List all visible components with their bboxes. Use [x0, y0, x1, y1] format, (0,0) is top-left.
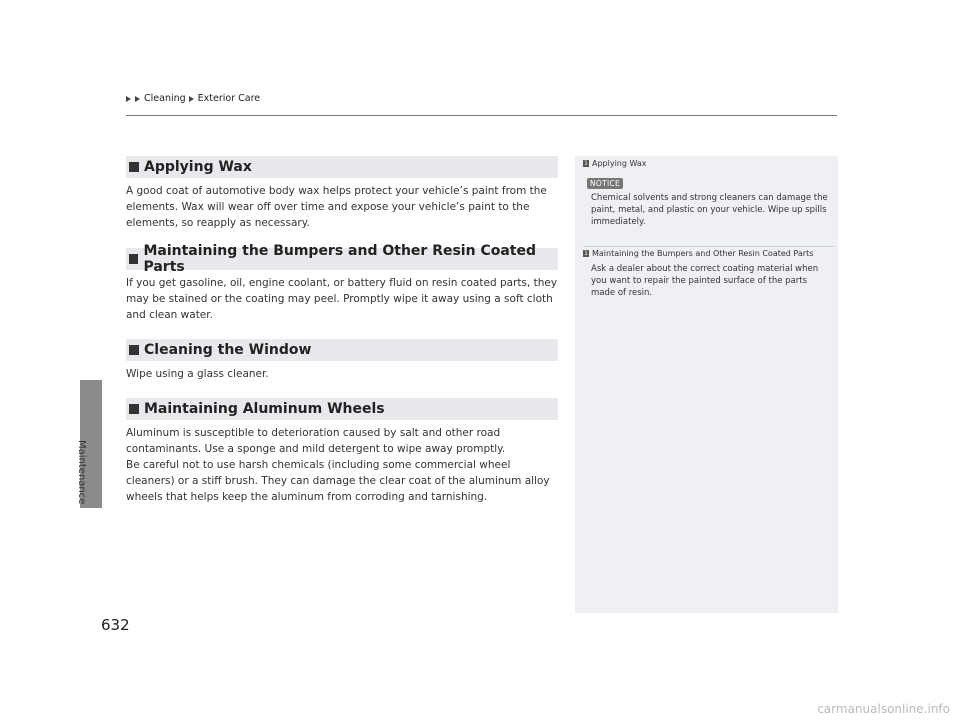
- section-body-continued: Be careful not to use harsh chemicals (including some commercial wheel cleaners) or a stiff brush. They can damage the clear coat of the aluminum alloy wheels that helps keep the aluminum from corroding and tarnishing.: [126, 459, 550, 503]
- note-title: Applying Wax: [592, 159, 647, 168]
- section-body: A good coat of automotive body wax helps protect your vehicle’s paint from the elements. Wax will wear off over time and expose your vehicle’s paint to the elements, so reapply as necessary.: [126, 185, 547, 229]
- breadcrumb: [126, 93, 260, 104]
- square-bullet-icon: [129, 162, 139, 172]
- arrow-icon: [189, 96, 194, 102]
- note-icon: 1: [584, 250, 588, 257]
- note-divider: [583, 246, 835, 247]
- page-number: 632: [101, 616, 130, 634]
- note-bumpers: [583, 249, 833, 299]
- section-title: Cleaning the Window: [144, 342, 312, 358]
- arrow-icon: [135, 96, 140, 102]
- note-title: Maintaining the Bumpers and Other Resin Coated Parts: [592, 249, 814, 258]
- section-body: Aluminum is susceptible to deterioration caused by salt and other road contaminants. Use a sponge and mild detergent to wipe away promptly.: [126, 427, 506, 455]
- main-content: [126, 156, 558, 505]
- square-bullet-icon: [129, 345, 139, 355]
- section-heading-applying-wax: [126, 156, 558, 178]
- breadcrumb-exterior-care[interactable]: Exterior Care: [197, 93, 261, 104]
- section-body: Wipe using a glass cleaner.: [126, 368, 269, 380]
- watermark[interactable]: carmanualsonline.info: [817, 702, 950, 716]
- notice-badge: NOTICE: [587, 178, 623, 189]
- note-applying-wax: [583, 159, 833, 228]
- note-text: Ask a dealer about the correct coating material when you want to repair the painted surface of the parts made of resin.: [591, 264, 819, 298]
- note-text: Chemical solvents and strong cleaners can damage the paint, metal, and plastic on your vehicle. Wipe up spills immediately.: [591, 193, 828, 227]
- header-rule: [126, 115, 837, 116]
- arrow-icon: [126, 96, 131, 102]
- section-title: Maintaining Aluminum Wheels: [144, 401, 385, 417]
- section-heading-bumpers: [126, 243, 558, 275]
- side-tab-label: Maintenance: [76, 440, 87, 505]
- square-bullet-icon: [129, 254, 138, 264]
- breadcrumb-cleaning[interactable]: Cleaning: [144, 93, 186, 104]
- section-title: Applying Wax: [144, 159, 252, 175]
- section-heading-aluminum-wheels: [126, 398, 558, 420]
- note-icon: 1: [584, 160, 588, 167]
- sidebar-notes: [575, 156, 838, 613]
- square-bullet-icon: [129, 404, 139, 414]
- section-body: If you get gasoline, oil, engine coolant, or battery fluid on resin coated parts, they may be stained or the coating may peel. Promptly wipe it away using a soft cloth and clean water.: [126, 277, 558, 321]
- section-title: Maintaining the Bumpers and Other Resin Coated Parts: [143, 243, 536, 275]
- section-heading-window: [126, 339, 558, 361]
